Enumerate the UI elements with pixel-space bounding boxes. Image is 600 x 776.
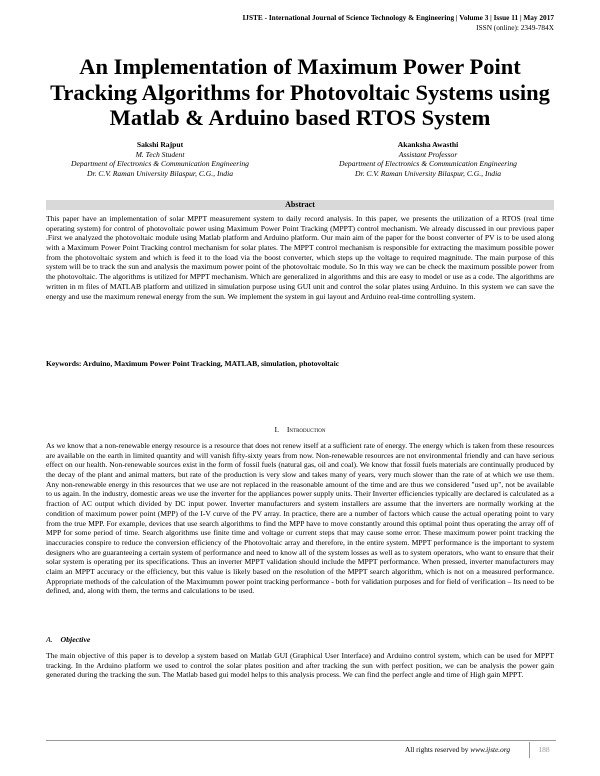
author-role: M. Tech Student <box>135 149 185 159</box>
paper-title: An Implementation of Maximum Power Point Tracking Algorithms for Photovoltaic Systems using Matlab & Arduino based RTOS System <box>50 54 550 131</box>
abstract-heading: Abstract <box>46 200 554 210</box>
footer-text: All rights reserved by <box>405 745 469 754</box>
keywords: Keywords: Arduino, Maximum Power Point Tracking, MATLAB, simulation, photovoltaic <box>46 359 340 368</box>
section-number: I. <box>274 425 280 434</box>
author-role: Assistant Professor <box>398 149 458 159</box>
author-block-1 <box>52 140 268 178</box>
issn: ISSN (online): 2349-784X <box>476 22 554 32</box>
section-heading <box>46 425 554 435</box>
author-name: Sakshi Rajput <box>136 140 184 149</box>
footer-url[interactable]: www.ijste.org <box>470 745 510 754</box>
objective-text: The main objective of this paper is to develop a system based on Matlab GUI (Graphical User Interface) and Arduino control system, which can be used for MPPT tracking. In the Arduino platform we used to control the solar plates position and after tracking the sun with perfect position, we can be analysis the power gain generated during the tracking the sun. The Matlab based gui model helps to this analysis process. We can find the perfect angle and time of High gain MPPT. <box>46 651 554 680</box>
section-title: Introduction <box>286 425 326 434</box>
subsection-heading <box>46 635 90 645</box>
journal-header <box>242 13 554 32</box>
author-block-2 <box>312 140 544 178</box>
author-department: Department of Electronics & Communication Engineering <box>339 159 517 168</box>
footer-divider <box>46 740 556 741</box>
journal-name: IJSTE - International Journal of Science Technology & Engineering | Volume 3 | Issue 11 | May 2017 <box>242 13 554 22</box>
author-name: Akanksha Awasthi <box>397 140 459 149</box>
introduction-text: As we know that a non-renewable energy resource is a resource that does not renew itself at a sufficient rate of energy. The energy which is taken from these resources are available on the earth in limited quantity and will vanish fifty-sixty years from now. Non-renewable resources are not environmental friendly and can have serious effect on our health. Non-renewable sources exist in the form of fossil fuels (natural gas, oil and coal). We know that fossil fuels materials are continually produced by the decay of the plant and animal matters, but rate of the production is very slow and takes many of years, very much slower than the rate of at which we use them. Any non-renewable energy in this resources that we use are not replaced in the reasonable amount of the time and are thus we considered "used up", not be available to us again. In the industry, domestic areas we use the inverter for the appliances power supply units. Their Inverter efficiencies typically are declared is calculated as a fraction of AC output which divided by DC input power. Inverter manufacturers and system installers are assume that the inverters are normally working at the condition of maximum power point (MPP) of the I-V curve of the PV array. In practice, there are a number of factors which cause the actual operating point to vary from the true MPP. For example, devices that use search algorithms to find the MPP have to move constantly around this optimal point thus operating the array off of MPP for some period of time. Search algorithms use finite time and voltage or current steps that may cause some error. These maximum power point tracking the inaccuracies conspire to reduce the conversion efficiency of the Photovoltaic array and therefore, in the entire system. MPPT performance is the important to system designers who are guaranteeing a certain system of performance and need to know all of the system losses as well as to system operators, who want to ensure that their solar system is operating per its specifications. Thus an inverter MPPT validation should include the MPPT performance. When pressed, inverter manufacturers may claim an MPPT accuracy or the efficiency, but this value is likely based on the resolution of the MPPT search algorithm, which is not on a measured performance. Appropriate methods of the calculation of the Maximumm power point tracking performance - both for validation purposes and for field of verification – Its need to be defined, and, along with them, the terms and calculations to be used. <box>46 441 554 596</box>
author-university: Dr. C.V. Raman University Bilaspur, C.G., India <box>354 168 502 178</box>
author-department: Department of Electronics & Communication Engineering <box>71 159 249 168</box>
subsection-label: A. <box>46 635 53 644</box>
author-university: Dr. C.V. Raman University Bilaspur, C.G., India <box>86 168 234 178</box>
footer <box>405 745 510 755</box>
subsection-title: Objective <box>60 635 91 644</box>
abstract-text: This paper have an implementation of solar MPPT measurement system to daily record analysis. In this paper, we presents the utilization of a RTOS (real time operating system) for control of photovoltaic power using Maximum Power Point Tracking (MPPT) control mechanism. We already discussed in our previous paper .First we analyzed the photovoltaic module using Matlab platform and Arduino platform. Our main aim of the paper for the boost converter of PV is to be used along with a Maximum Power Point Tracking control mechanism for solar plates. The MPPT control mechanism is responsible for extracting the maximum possible power from the photovoltaic system and which is feed it to the load via the boost converter, which steps up the voltage to required magnitude. The main purpose of this system will be to track the sun and analysis the maximum power point of the photovoltaic module. So In this way we can be check the maximum possible power from the photovoltaic. The algorithms is utilized for MPPT mechanism. Which are generalized in algorithms and this are easy to model or use as a code. The algorithms are written in m files of MATLAB platform and utilized in simulation purpose using GUI unit and control the solar plates using Arduino. In this system we can save the energy and use the maximum renewal energy from the sun. We implement the system in gui layout and Arduino real-time controlling system. <box>46 214 554 301</box>
page-number: 188 <box>529 742 558 758</box>
